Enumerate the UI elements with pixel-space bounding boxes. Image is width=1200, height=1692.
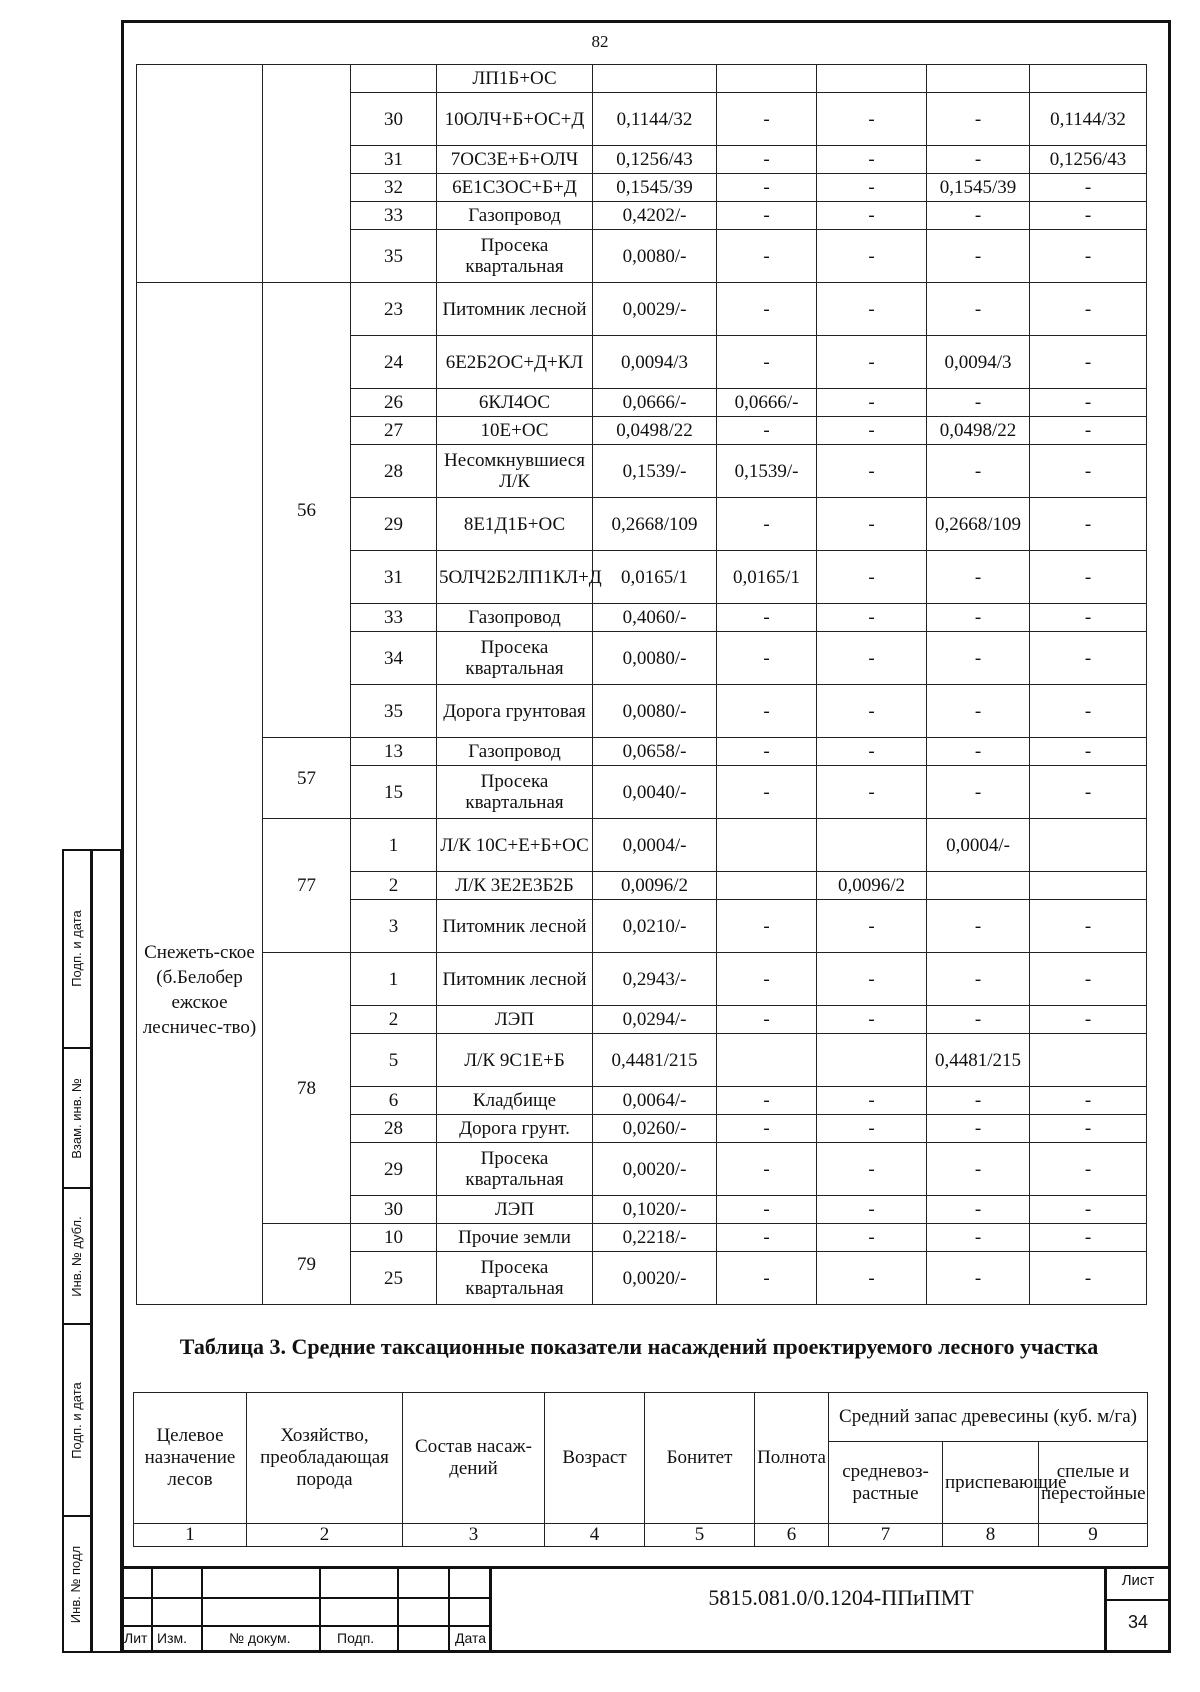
table-cell: - xyxy=(927,202,1030,230)
table-cell: 33 xyxy=(351,202,437,230)
table-row xyxy=(137,1224,1147,1252)
table-cell: Просека квартальная xyxy=(437,632,593,685)
stamp-label-lit: Лит xyxy=(124,1630,148,1646)
table-cell: 0,0020/- xyxy=(593,1143,717,1196)
table-cell: - xyxy=(717,766,817,819)
table-cell: - xyxy=(717,498,817,551)
table-cell: - xyxy=(817,604,927,632)
table-cell: Газопровод xyxy=(437,202,593,230)
sheet-label: Лист xyxy=(1121,1572,1155,1589)
table-cell: 24 xyxy=(351,336,437,389)
table-cell: 28 xyxy=(351,1115,437,1143)
table-cell: 33 xyxy=(351,604,437,632)
table-row xyxy=(137,283,1147,336)
table-cell: 0,0080/- xyxy=(593,632,717,685)
table-cell: 0,1256/43 xyxy=(1030,146,1147,174)
stamp-label-podp: Подп. xyxy=(337,1630,375,1646)
side-strip-field xyxy=(62,849,92,1049)
table-cell: 0,0666/- xyxy=(717,389,817,417)
table-cell xyxy=(817,819,927,872)
table-cell: 0,0165/1 xyxy=(593,551,717,604)
table-cell: 56 xyxy=(263,283,351,738)
table-cell: 0,1545/39 xyxy=(593,174,717,202)
t3-header-c7: средневоз-растные xyxy=(829,1442,943,1524)
table-cell: - xyxy=(1030,1252,1147,1305)
table-cell: - xyxy=(817,1006,927,1034)
table-cell: 0,0096/2 xyxy=(593,872,717,900)
table-cell: 3 xyxy=(351,900,437,953)
table-cell: 0,0020/- xyxy=(593,1252,717,1305)
table-cell: - xyxy=(817,336,927,389)
t3-header-c3: Состав насаж-дений xyxy=(403,1393,545,1524)
table-cell: 77 xyxy=(263,819,351,953)
table-cell: - xyxy=(817,202,927,230)
table-cell: Снежеть-ское (б.Белобер ежское лесничес-тво) xyxy=(137,283,263,1305)
table-cell: - xyxy=(817,632,927,685)
table-cell: - xyxy=(717,632,817,685)
table-cell: - xyxy=(1030,1196,1147,1224)
table-cell: - xyxy=(717,93,817,146)
t3-header-c4: Возраст xyxy=(545,1393,645,1524)
table-cell: 6Е1С3ОС+Б+Д xyxy=(437,174,593,202)
table-cell: - xyxy=(717,900,817,953)
table-cell: - xyxy=(817,1143,927,1196)
table-cell: - xyxy=(717,953,817,1006)
table-cell xyxy=(593,65,717,93)
t3-header-c6: Полнота xyxy=(755,1393,829,1524)
table-cell: 30 xyxy=(351,1196,437,1224)
table-cell: Просека квартальная xyxy=(437,1143,593,1196)
table-cell: 2 xyxy=(351,872,437,900)
table-row xyxy=(137,65,1147,93)
table-cell: 0,0210/- xyxy=(593,900,717,953)
table-cell: - xyxy=(817,93,927,146)
table-cell: - xyxy=(1030,202,1147,230)
table-cell: - xyxy=(717,174,817,202)
table-cell: 35 xyxy=(351,685,437,738)
table-cell xyxy=(717,819,817,872)
page-number: 82 xyxy=(591,32,609,51)
table-cell: Питомник лесной xyxy=(437,283,593,336)
table-cell: - xyxy=(1030,174,1147,202)
table-cell: 0,0165/1 xyxy=(717,551,817,604)
table-cell: 10 xyxy=(351,1224,437,1252)
table-cell: - xyxy=(817,900,927,953)
table-cell: - xyxy=(817,1224,927,1252)
table-cell: - xyxy=(817,738,927,766)
table-cell: - xyxy=(927,1115,1030,1143)
table-cell: 79 xyxy=(263,1224,351,1305)
table-cell: 57 xyxy=(263,738,351,819)
table-cell: - xyxy=(927,1006,1030,1034)
table-cell: - xyxy=(717,146,817,174)
table-cell: - xyxy=(817,230,927,283)
table-cell: 0,4481/215 xyxy=(593,1034,717,1087)
table-cell: Питомник лесной xyxy=(437,953,593,1006)
table-cell: - xyxy=(817,283,927,336)
table-cell: - xyxy=(927,93,1030,146)
table-cell: Просека квартальная xyxy=(437,230,593,283)
table-cell: 0,0096/2 xyxy=(817,872,927,900)
table-cell: Л/К 10С+Е+Б+ОС xyxy=(437,819,593,872)
table-cell: Кладбище xyxy=(437,1087,593,1115)
table-cell: Дорога грунтовая xyxy=(437,685,593,738)
table-cell: - xyxy=(717,604,817,632)
table-cell: - xyxy=(927,283,1030,336)
table-cell xyxy=(817,65,927,93)
table-cell: - xyxy=(1030,551,1147,604)
table-cell: 35 xyxy=(351,230,437,283)
table-cell: - xyxy=(817,1087,927,1115)
table-cell: - xyxy=(817,551,927,604)
title-block xyxy=(121,1566,1171,1653)
table-cell: - xyxy=(817,389,927,417)
table-cell: 6 xyxy=(351,1087,437,1115)
table-cell: - xyxy=(1030,738,1147,766)
table-cell: - xyxy=(1030,1143,1147,1196)
table-cell xyxy=(263,65,351,283)
table-cell: ЛЭП xyxy=(437,1006,593,1034)
table-row xyxy=(137,819,1147,872)
table-cell: Просека квартальная xyxy=(437,766,593,819)
table3 xyxy=(133,1392,1148,1547)
table-cell: - xyxy=(817,146,927,174)
table-cell: Прочие земли xyxy=(437,1224,593,1252)
table-cell xyxy=(717,872,817,900)
table-cell xyxy=(351,65,437,93)
table-cell xyxy=(1030,872,1147,900)
table-cell: 13 xyxy=(351,738,437,766)
table-cell: 0,2218/- xyxy=(593,1224,717,1252)
t3-header-group: Средний запас древесины (куб. м/га) xyxy=(829,1393,1148,1442)
table-cell: - xyxy=(817,1252,927,1305)
table-cell: Несомкнувшиеся Л/К xyxy=(437,445,593,498)
table-cell: 10Е+ОС xyxy=(437,417,593,445)
t3-header-c9: спелые и перестойные xyxy=(1039,1442,1148,1524)
t3-column-number: 7 xyxy=(829,1524,943,1547)
table-cell: 6Е2Б2ОС+Д+КЛ xyxy=(437,336,593,389)
table-cell: 5 xyxy=(351,1034,437,1087)
table-cell xyxy=(1030,65,1147,93)
table-cell: Л/К 3Е2Е3Б2Б xyxy=(437,872,593,900)
table-cell: 28 xyxy=(351,445,437,498)
table-cell: Газопровод xyxy=(437,604,593,632)
table-cell xyxy=(717,65,817,93)
table-cell: 0,1020/- xyxy=(593,1196,717,1224)
table-cell: - xyxy=(927,551,1030,604)
t3-column-number: 6 xyxy=(755,1524,829,1547)
table-cell: - xyxy=(817,1115,927,1143)
table-cell: 25 xyxy=(351,1252,437,1305)
t3-column-number: 5 xyxy=(645,1524,755,1547)
stamp-label-data: Дата xyxy=(455,1630,487,1646)
table-cell: 23 xyxy=(351,283,437,336)
document-number: 5815.081.0/0.1204-ППиПМТ xyxy=(708,1585,974,1610)
table-cell: 34 xyxy=(351,632,437,685)
table-cell: 0,1144/32 xyxy=(593,93,717,146)
table-cell: 0,0658/- xyxy=(593,738,717,766)
table-cell: 0,2943/- xyxy=(593,953,717,1006)
table-cell: - xyxy=(1030,389,1147,417)
t3-column-number: 8 xyxy=(943,1524,1039,1547)
table-cell xyxy=(817,1034,927,1087)
side-strip-label: Подп. и дата xyxy=(68,1381,84,1459)
table-cell: Питомник лесной xyxy=(437,900,593,953)
table-cell: 10ОЛЧ+Б+ОС+Д xyxy=(437,93,593,146)
table-cell: - xyxy=(1030,230,1147,283)
sheet-number: 34 xyxy=(1127,1612,1149,1632)
t3-column-number: 9 xyxy=(1039,1524,1148,1547)
table-cell: - xyxy=(1030,1087,1147,1115)
table-cell: - xyxy=(927,604,1030,632)
table-cell: - xyxy=(717,1087,817,1115)
table-cell: Л/К 9С1Е+Б xyxy=(437,1034,593,1087)
table-cell xyxy=(1030,1034,1147,1087)
table-row xyxy=(137,738,1147,766)
table-cell: - xyxy=(817,417,927,445)
table-cell: - xyxy=(717,685,817,738)
table-cell: - xyxy=(817,498,927,551)
table-cell: - xyxy=(1030,953,1147,1006)
table-cell: - xyxy=(1030,685,1147,738)
t3-header-c5: Бонитет xyxy=(645,1393,755,1524)
side-strip-field xyxy=(62,1325,92,1517)
table-cell: - xyxy=(717,230,817,283)
table-cell xyxy=(137,65,263,283)
t3-column-number: 3 xyxy=(403,1524,545,1547)
table-cell: - xyxy=(717,1224,817,1252)
table-cell: Газопровод xyxy=(437,738,593,766)
t3-column-number: 2 xyxy=(247,1524,403,1547)
table-cell: - xyxy=(1030,417,1147,445)
table-cell: 1 xyxy=(351,819,437,872)
table-cell: 0,4202/- xyxy=(593,202,717,230)
table-cell: ЛЭП xyxy=(437,1196,593,1224)
table-cell: - xyxy=(817,766,927,819)
table-cell xyxy=(1030,819,1147,872)
table-cell: 2 xyxy=(351,1006,437,1034)
table-cell: Дорога грунт. xyxy=(437,1115,593,1143)
table-cell: 0,0294/- xyxy=(593,1006,717,1034)
table-cell: 0,2668/109 xyxy=(927,498,1030,551)
table-cell: - xyxy=(927,953,1030,1006)
table-cell: ЛП1Б+ОС xyxy=(437,65,593,93)
table-cell: - xyxy=(817,953,927,1006)
table-cell: - xyxy=(1030,1115,1147,1143)
table-cell: 0,0080/- xyxy=(593,685,717,738)
table-cell: 0,4481/215 xyxy=(927,1034,1030,1087)
side-strip-label: Инв. № дубл. xyxy=(68,1215,84,1297)
table-cell: 0,0064/- xyxy=(593,1087,717,1115)
table-cell: - xyxy=(1030,766,1147,819)
table-cell: 0,1545/39 xyxy=(927,174,1030,202)
side-strip-field xyxy=(62,1517,92,1653)
table-cell: 0,0498/22 xyxy=(593,417,717,445)
table-cell: 0,0260/- xyxy=(593,1115,717,1143)
table-cell: 0,0080/- xyxy=(593,230,717,283)
t3-column-number: 4 xyxy=(545,1524,645,1547)
table-cell: - xyxy=(817,685,927,738)
t3-header-c2: Хозяйство, преобладающая порода xyxy=(247,1393,403,1524)
table-cell: 5ОЛЧ2Б2ЛП1КЛ+Д xyxy=(437,551,593,604)
table-cell: - xyxy=(1030,1224,1147,1252)
table-cell xyxy=(717,1034,817,1087)
table-cell: 7ОС3Е+Б+ОЛЧ xyxy=(437,146,593,174)
table-cell: - xyxy=(927,685,1030,738)
table-cell: - xyxy=(1030,445,1147,498)
table-cell: - xyxy=(927,632,1030,685)
stamp-label-izm: Изм. xyxy=(157,1630,187,1646)
table-cell: 0,4060/- xyxy=(593,604,717,632)
table-cell: 0,0498/22 xyxy=(927,417,1030,445)
table-cell: Просека квартальная xyxy=(437,1252,593,1305)
table-cell: 32 xyxy=(351,174,437,202)
table-cell: - xyxy=(927,146,1030,174)
stamp-label-doc: № докум. xyxy=(229,1630,291,1646)
table-cell: 0,2668/109 xyxy=(593,498,717,551)
side-strip-field xyxy=(62,1049,92,1189)
table-cell: - xyxy=(717,336,817,389)
table-cell: 0,0094/3 xyxy=(593,336,717,389)
table-cell: 0,1256/43 xyxy=(593,146,717,174)
table-cell: 31 xyxy=(351,551,437,604)
table-cell: 0,0029/- xyxy=(593,283,717,336)
table-cell: 1 xyxy=(351,953,437,1006)
table-cell: - xyxy=(1030,1006,1147,1034)
table-cell: - xyxy=(927,738,1030,766)
table-cell: - xyxy=(717,283,817,336)
table-cell: 0,0666/- xyxy=(593,389,717,417)
table-cell: 0,0040/- xyxy=(593,766,717,819)
table-cell: - xyxy=(927,445,1030,498)
table-cell: - xyxy=(927,1252,1030,1305)
table-cell: 15 xyxy=(351,766,437,819)
table-cell: 31 xyxy=(351,146,437,174)
table-cell: - xyxy=(927,766,1030,819)
table-cell: - xyxy=(717,202,817,230)
t3-header-c8: приспевающие xyxy=(943,1442,1039,1524)
table-cell: - xyxy=(927,1196,1030,1224)
t3-header-c1: Целевое назначение лесов xyxy=(134,1393,247,1524)
table-cell: - xyxy=(927,1143,1030,1196)
table-cell: 0,0004/- xyxy=(927,819,1030,872)
table-cell: - xyxy=(717,417,817,445)
table-cell: - xyxy=(1030,498,1147,551)
table-cell: - xyxy=(927,1087,1030,1115)
side-strip-label: Подп. и дата xyxy=(68,909,84,987)
table-cell: 6КЛ4ОС xyxy=(437,389,593,417)
table-cell: - xyxy=(817,174,927,202)
main-table xyxy=(136,64,1147,1305)
table-cell: - xyxy=(927,230,1030,283)
table-cell: - xyxy=(717,738,817,766)
table-cell: 27 xyxy=(351,417,437,445)
table-cell: 0,1144/32 xyxy=(1030,93,1147,146)
table-cell: - xyxy=(1030,336,1147,389)
table-cell: 0,0004/- xyxy=(593,819,717,872)
table-cell: - xyxy=(817,445,927,498)
side-strip-label: Взам. инв. № xyxy=(68,1077,84,1159)
table-cell: - xyxy=(1030,900,1147,953)
table3-title: Таблица 3. Средние таксационные показатели насаждений проектируемого лесного участка xyxy=(179,1334,1099,1359)
table-cell: 0,0094/3 xyxy=(927,336,1030,389)
table-cell: 29 xyxy=(351,498,437,551)
table-cell: - xyxy=(927,389,1030,417)
side-strip-label: Инв. № подл xyxy=(68,1545,84,1623)
table-cell: - xyxy=(817,1196,927,1224)
table-cell: 0,1539/- xyxy=(717,445,817,498)
table-cell: 26 xyxy=(351,389,437,417)
table-cell xyxy=(927,872,1030,900)
table-cell: - xyxy=(717,1252,817,1305)
table-cell: 30 xyxy=(351,93,437,146)
table-cell: - xyxy=(927,1224,1030,1252)
table-cell: - xyxy=(1030,604,1147,632)
table-cell xyxy=(927,65,1030,93)
table-cell: 0,1539/- xyxy=(593,445,717,498)
table-cell: 8Е1Д1Б+ОС xyxy=(437,498,593,551)
table-cell: - xyxy=(927,900,1030,953)
table-cell: - xyxy=(717,1006,817,1034)
table-row xyxy=(137,953,1147,1006)
table-cell: - xyxy=(1030,632,1147,685)
table-cell: 29 xyxy=(351,1143,437,1196)
table-cell: 78 xyxy=(263,953,351,1224)
table-cell: - xyxy=(717,1196,817,1224)
side-strip-field xyxy=(62,1189,92,1325)
table-cell: - xyxy=(1030,283,1147,336)
table-cell: - xyxy=(717,1115,817,1143)
t3-column-number: 1 xyxy=(134,1524,247,1547)
table-cell: - xyxy=(717,1143,817,1196)
